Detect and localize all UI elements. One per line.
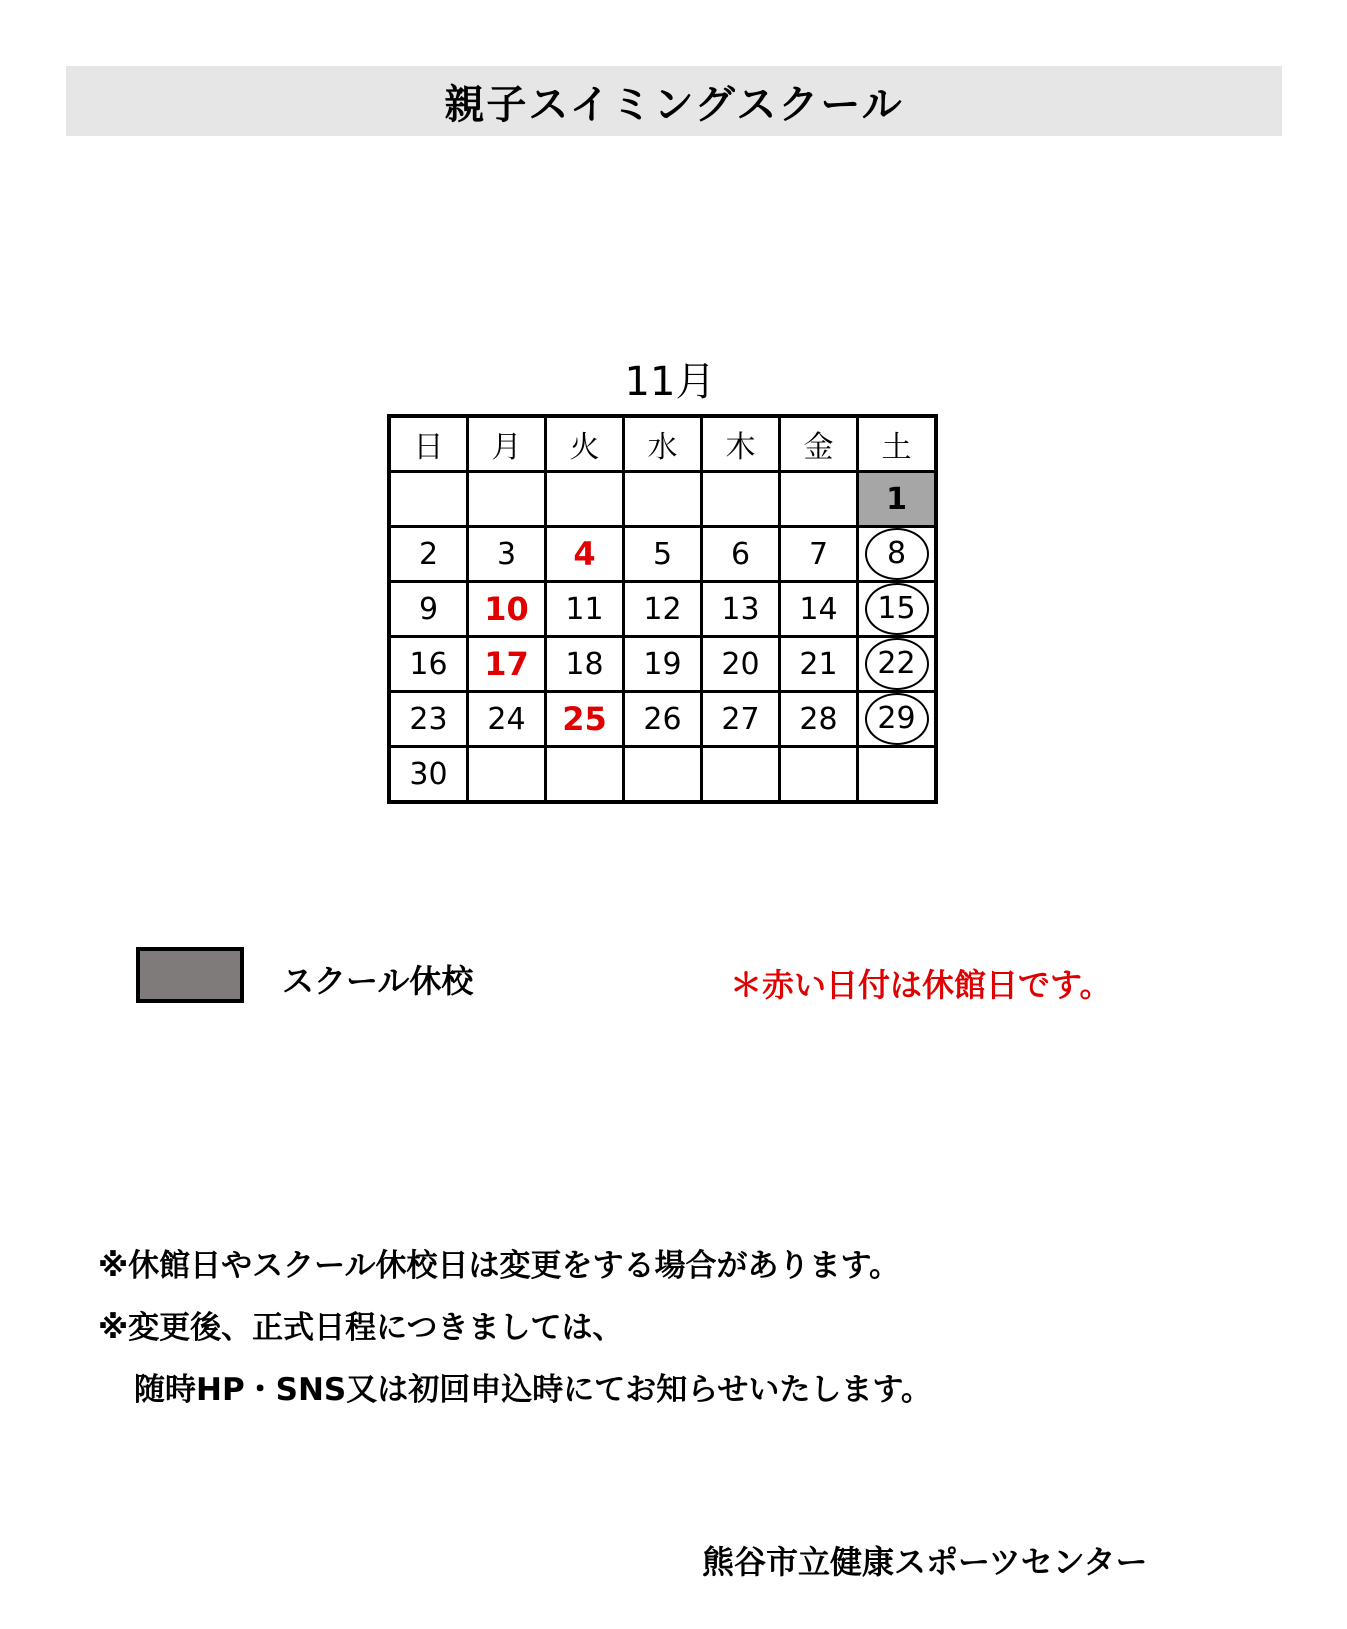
day-cell: 16: [389, 637, 468, 692]
legend-label: スクール休校: [282, 962, 474, 1000]
day-cell: 14: [780, 582, 858, 637]
empty-cell: [468, 747, 546, 803]
day-cell: 30: [389, 747, 468, 803]
empty-cell: [858, 747, 937, 803]
day-cell: 7: [780, 527, 858, 582]
weekday-header: 火: [546, 416, 624, 472]
day-cell: 6: [702, 527, 780, 582]
empty-cell: [624, 747, 702, 803]
empty-cell: [780, 472, 858, 527]
day-cell: 4: [546, 527, 624, 582]
empty-cell: [546, 747, 624, 803]
day-cell: [858, 582, 937, 637]
day-cell: [858, 692, 937, 747]
week-row: [389, 582, 936, 637]
note-line: ※休館日やスクール休校日は変更をする場合があります。: [98, 1248, 901, 1284]
day-cell: 2: [389, 527, 468, 582]
note-line: 随時HP・SNS又は初回申込時にてお知らせいたします。: [134, 1372, 932, 1408]
empty-cell: [468, 472, 546, 527]
weekday-header-row: [389, 416, 936, 472]
day-cell: 17: [468, 637, 546, 692]
empty-cell: [389, 472, 468, 527]
day-cell: 24: [468, 692, 546, 747]
day-cell: 3: [468, 527, 546, 582]
holiday-note: ＊赤い日付は休館日です。: [730, 966, 1112, 1004]
page-title: 親子スイミングスクール: [444, 81, 904, 128]
facility-name: 熊谷市立健康スポーツセンター: [702, 1543, 1148, 1581]
day-cell: 18: [546, 637, 624, 692]
weekday-header: 土: [858, 416, 937, 472]
week-row: [389, 472, 936, 527]
week-row: [389, 747, 936, 803]
weekday-header: 木: [702, 416, 780, 472]
day-cell: 27: [702, 692, 780, 747]
empty-cell: [624, 472, 702, 527]
note-line: ※変更後、正式日程につきましては、: [98, 1310, 624, 1346]
day-cell: 11: [546, 582, 624, 637]
day-cell: 20: [702, 637, 780, 692]
day-cell: 13: [702, 582, 780, 637]
day-cell: [858, 637, 937, 692]
month-label: 11月: [624, 359, 716, 405]
title-bar: [66, 66, 1282, 136]
empty-cell: [702, 747, 780, 803]
empty-cell: [702, 472, 780, 527]
day-cell: 28: [780, 692, 858, 747]
week-row: [389, 637, 936, 692]
circled-day: 15: [865, 583, 929, 635]
day-cell: 21: [780, 637, 858, 692]
day-cell: 9: [389, 582, 468, 637]
calendar-table: [387, 414, 938, 804]
circled-day: 29: [865, 693, 929, 745]
weekday-header: 金: [780, 416, 858, 472]
day-cell: [858, 527, 937, 582]
day-cell: 25: [546, 692, 624, 747]
day-cell: 23: [389, 692, 468, 747]
day-cell: 1: [858, 472, 937, 527]
day-cell: 12: [624, 582, 702, 637]
day-cell: 26: [624, 692, 702, 747]
empty-cell: [780, 747, 858, 803]
weekday-header: 月: [468, 416, 546, 472]
day-cell: 19: [624, 637, 702, 692]
legend-swatch: [136, 947, 244, 1003]
notes-block: [98, 1235, 932, 1421]
day-cell: 5: [624, 527, 702, 582]
week-row: [389, 692, 936, 747]
weekday-header: 日: [389, 416, 468, 472]
circled-day: 22: [865, 638, 929, 690]
empty-cell: [546, 472, 624, 527]
day-cell: 10: [468, 582, 546, 637]
week-row: [389, 527, 936, 582]
weekday-header: 水: [624, 416, 702, 472]
circled-day: 8: [865, 528, 929, 580]
